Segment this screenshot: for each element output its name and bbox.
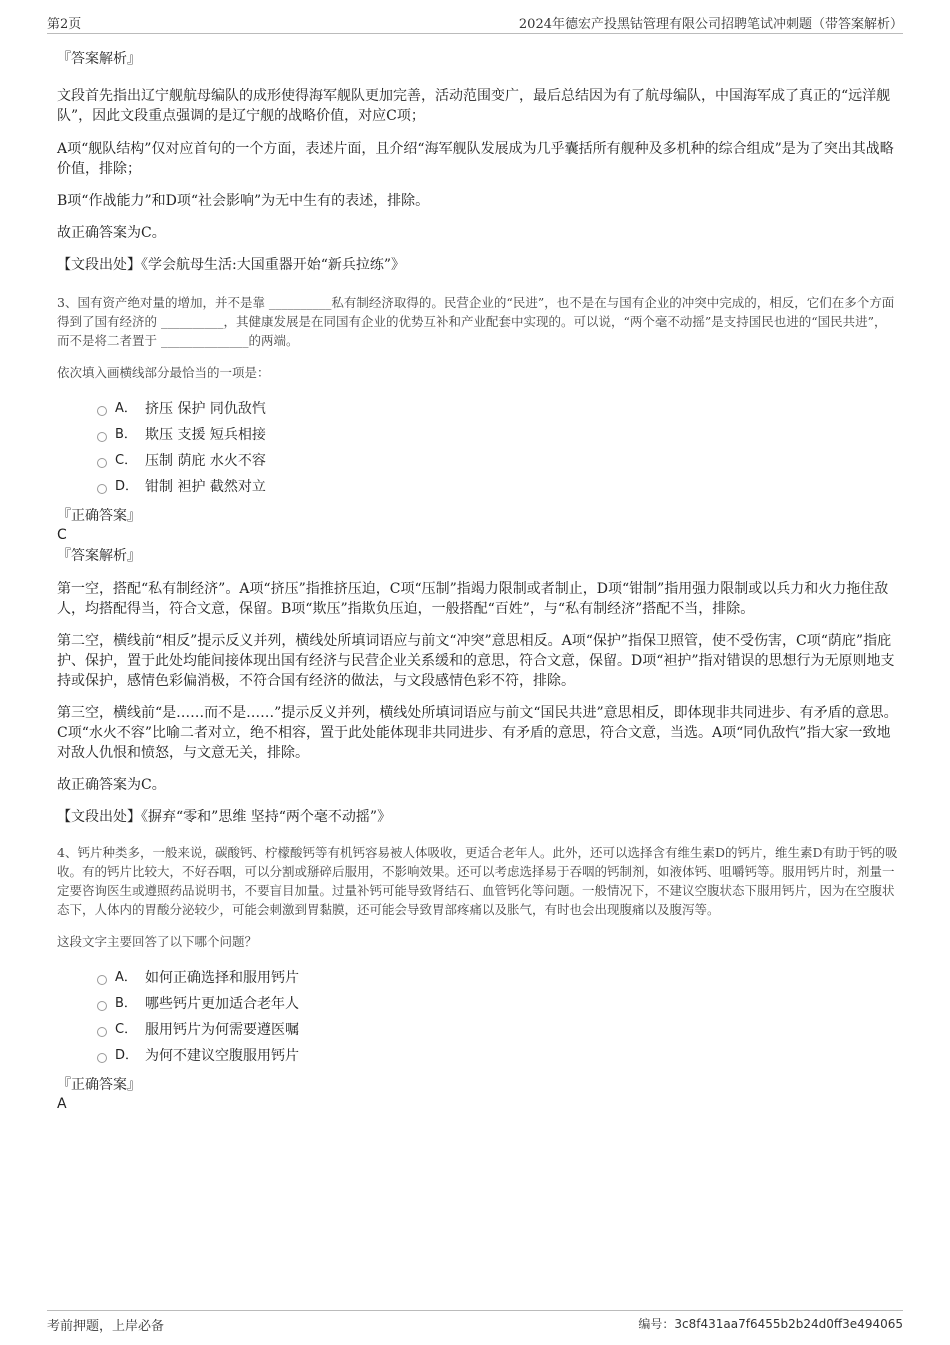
page-header [47,13,903,34]
radio-button-icon[interactable] [97,432,107,442]
source-citation: 【文段出处】《学会航母生活:大国重器开始“新兵拉练”》 [57,257,406,273]
correct-answer-label: 『正确答案』 [57,508,141,524]
analysis-paragraph: B项“作战能力”和D项“社会影响”为无中生有的表述，排除。 [57,193,430,209]
option-c[interactable]: C． 服用钙片为何需要遵医嘱 [57,1017,899,1043]
question-3-prompt: 依次填入画横线部分最恰当的一项是： [57,365,270,380]
radio-button-icon[interactable] [97,1001,107,1011]
question-4-prompt: 这段文字主要回答了以下哪个问题？ [57,934,258,949]
analysis-paragraph: 文段首先指出辽宁舰航母编队的成形使得海军舰队更加完善，活动范围变广，最后总结因为有了航母编队，中国海军成了真正的“远洋舰队”，因此文段重点强调的是辽宁舰的战略价值，对应C项； [57,88,891,124]
option-d[interactable]: D． 钳制 袒护 截然对立 [57,474,899,500]
footer-slogan: 考前押题，上岸必备 [47,1319,165,1334]
option-a[interactable]: A． 如何正确选择和服用钙片 [57,965,899,991]
radio-button-icon[interactable] [97,484,107,494]
analysis-paragraph: A项“舰队结构”仅对应首句的一个方面，表述片面，且介绍“海军舰队发展成为几乎囊括所有舰种及多机种的综合组成”是为了突出其战略价值，排除； [57,141,894,177]
question-3-options [57,396,899,500]
analysis-paragraph: 第一空，搭配“私有制经济”。A项“挤压”指推挤压迫，C项“压制”指竭力限制或者制止，D项“钳制”指用强力限制或以兵力和火力拖住敌人，均搭配得当，符合文意，保留。B项“欺压”指欺负压迫，一般搭配“百姓”，与“私有制经济”搭配不当，排除。 [57,581,889,617]
analysis-label: 『答案解析』 [57,548,141,564]
correct-answer: A [57,1096,67,1112]
question-3-text: 3、国有资产绝对量的增加，并不是靠 __________私有制经济取得的。民营企业的“民进”，也不是在与国有企业的冲突中完成的，相反，它们在多个方面得到了国有经济的 __________，其健康发展是在同国有企业的优势互补和产业配套中实现的。可以说，“两个毫不动摇”是支持国民也进的“国民共进”，而不是将二者置于 ______________的两端。 [57,295,895,348]
radio-button-icon[interactable] [97,975,107,985]
correct-answer-label: 『正确答案』 [57,1077,141,1093]
source-citation: 【文段出处】《摒弃“零和”思维 坚持“两个毫不动摇”》 [57,809,392,825]
page-number: 第2页 [47,17,82,32]
radio-button-icon[interactable] [97,458,107,468]
analysis-paragraph: 第二空，横线前“相反”提示反义并列，横线处所填词语应与前文“冲突”意思相反。A项“保护”指保卫照管，使不受伤害，C项“荫庇”指庇护、保护，置于此处均能间接体现出国有经济与民营企业关系缓和的意思，符合文意，保留。D项“袒护”指对错误的思想行为无原则地支持或保护，感情色彩偏消极，不符合国有经济的做法，与文段感情色彩不符，排除。 [57,633,895,689]
radio-button-icon[interactable] [97,1027,107,1037]
radio-button-icon[interactable] [97,406,107,416]
option-a[interactable]: A． 挤压 保护 同仇敌忾 [57,396,899,422]
page-footer [47,1310,903,1334]
question-4-options [57,965,899,1069]
analysis-paragraph: 第三空，横线前“是……而不是……”提示反义并列，横线处所填词语应与前文“国民共进”意思相反，即体现非共同进步、有矛盾的意思。C项“水火不容”比喻二者对立，绝不相容，置于此处能体现非共同进步、有矛盾的意思，符合文意，当选。A项“同仇敌忾”指大家一致地对敌人仇恨和愤怒，与文意无关，排除。 [57,705,898,761]
option-d[interactable]: D． 为何不建议空腹服用钙片 [57,1043,899,1069]
document-code: 编号：3c8f431aa7f6455b2b24d0ff3e494065 [638,1317,903,1331]
radio-button-icon[interactable] [97,1053,107,1063]
option-b[interactable]: B． 欺压 支援 短兵相接 [57,422,899,448]
conclusion: 故正确答案为C。 [57,225,166,241]
document-title: 2024年德宏产投黑钴管理有限公司招聘笔试冲刺题（带答案解析） [518,17,903,32]
analysis-label: 『答案解析』 [57,51,141,67]
correct-answer: C [57,527,67,543]
conclusion: 故正确答案为C。 [57,777,166,793]
question-4-text: 4、钙片种类多，一般来说，碳酸钙、柠檬酸钙等有机钙容易被人体吸收，更适合老年人。此外，还可以选择含有维生素D的钙片，维生素D有助于钙的吸收。有的钙片比较大，不好吞咽，可以分割或掰碎后服用，不影响效果。还可以考虑选择易于吞咽的钙制剂，如液体钙、咀嚼钙等。服用钙片时，剂量一定要咨询医生或遵照药品说明书，不要盲目加量。过量补钙可能导致肾结石、血管钙化等问题。一般情况下，不建议空腹状态下服用钙片，因为在空腹状态下，人体内的胃酸分泌较少，可能会刺激到胃黏膜，还可能会导致胃部疼痛以及胀气，有时也会出现腹痛以及腹泻等。 [57,845,898,917]
option-b[interactable]: B． 哪些钙片更加适合老年人 [57,991,899,1017]
option-c[interactable]: C． 压制 荫庇 水火不容 [57,448,899,474]
document-body [57,47,899,1115]
